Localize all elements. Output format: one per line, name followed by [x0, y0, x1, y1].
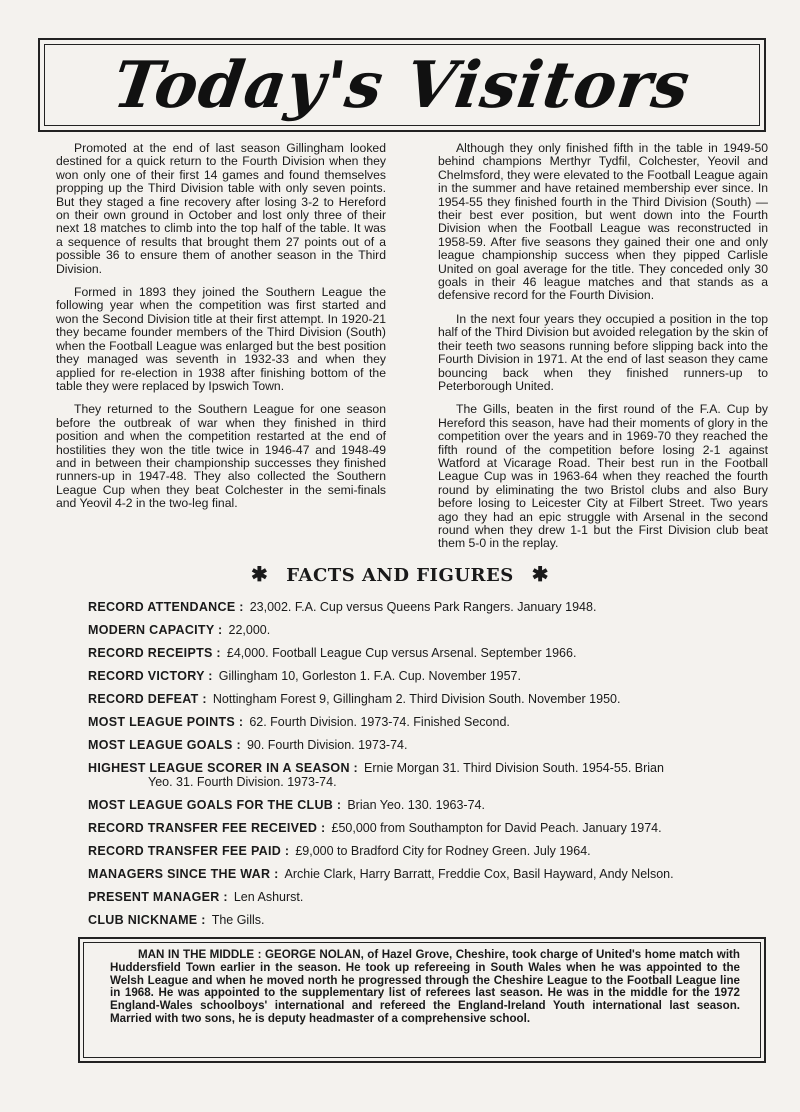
fact-row	[88, 646, 768, 660]
fact-label: RECORD RECEIPTS :	[88, 646, 221, 660]
left-column	[56, 142, 386, 561]
fact-value: 23,002. F.A. Cup versus Queens Park Rangers. January 1948.	[249, 600, 597, 614]
fact-label: RECORD VICTORY :	[88, 669, 213, 683]
paragraph: They returned to the Southern League for one season before the outbreak of war when they finished in third position and when the competition restarted at the end of hostilities they won the title twice in 1946-47 and 1948-49 and in between their championship successes they finished runners-up in 1947-48. They also collected the Southern League Cup when they beat Colchester in the semi-finals and Yeovil 4-2 in the two-leg final.	[56, 402, 386, 511]
paragraph: Promoted at the end of last season Gillingham looked destined for a quick return to the Fourth Division when they won only one of their first 14 games and found themselves propping up the Third Division table with only seven points. But they staged a fine recovery after losing 3-2 to Hereford on their own ground in October and lost only three of their next 18 matches to climb into the top half of the table. It was a sequence of results that brought them 27 points out of a possible 36 to ensure them of another season in the Third Division.	[56, 141, 386, 276]
star-icon: ✱	[251, 562, 269, 586]
fact-label: HIGHEST LEAGUE SCORER IN A SEASON :	[88, 761, 359, 775]
fact-value: Gillingham 10, Gorleston 1. F.A. Cup. November 1957.	[218, 669, 521, 683]
fact-value: Len Ashurst.	[233, 890, 304, 904]
fact-value: 62. Fourth Division. 1973-74. Finished Second.	[249, 715, 510, 729]
fact-row	[88, 738, 768, 752]
fact-value-continued: Yeo. 31. Fourth Division. 1973-74.	[148, 775, 337, 789]
fact-label: RECORD ATTENDANCE :	[88, 600, 244, 614]
fact-value: £9,000 to Bradford City for Rodney Green. July 1964.	[295, 844, 591, 858]
fact-value: £50,000 from Southampton for David Peach. January 1974.	[331, 821, 662, 835]
fact-label: MODERN CAPACITY :	[88, 623, 223, 637]
referee-note: MAN IN THE MIDDLE : GEORGE NOLAN, of Hazel Grove, Cheshire, took charge of United's home match with Huddersfield Town earlier in the season. He took up refereeing in South Wales when he was appointed to the Welsh League and when he moved north he progressed through the Cheshire League to the Football League line in 1968. He was appointed to the supplementary list of referees last season. He was in the middle for the 1972 England-Wales schoolboys' international and refereed the England-Ireland Youth international last season. Married with two sons, he is deputy headmaster of a comprehensive school.	[110, 948, 740, 1025]
fact-row	[88, 821, 768, 835]
paragraph: In the next four years they occupied a position in the top half of the Third Division but avoided relegation by the skin of their teeth two seasons running before slipping back into the Fourth Division in 1971. At the end of last season they came bouncing back when they finished runners-up to Peterborough United.	[438, 311, 768, 393]
right-column	[438, 142, 768, 561]
fact-value: The Gills.	[211, 913, 265, 927]
fact-label: CLUB NICKNAME :	[88, 913, 206, 927]
fact-label: PRESENT MANAGER :	[88, 890, 228, 904]
fact-row	[88, 669, 768, 683]
fact-row	[88, 798, 768, 812]
paragraph: Although they only finished fifth in the table in 1949-50 behind champions Merthyr Tydfil, Colchester, Yeovil and Chelmsford, they were elevated to the Football League again in the summer and have retained membership ever since. In 1954-55 they finished fourth in the Third Division (South) — their best ever position, but went down into the Fourth Division when the Football League was reconstructed in 1958-59. After five seasons they gained their one and only league championship success when they pipped Carlisle United on goal average for the title. They conceded only 30 goals in their 46 league matches and that stands as a defensive record for the Fourth Division.	[438, 141, 768, 303]
fact-row	[88, 715, 768, 729]
fact-label: RECORD TRANSFER FEE RECEIVED :	[88, 821, 326, 835]
fact-row	[88, 623, 768, 637]
fact-label: MOST LEAGUE GOALS FOR THE CLUB :	[88, 798, 342, 812]
facts-heading-text: FACTS AND FIGURES	[286, 565, 514, 586]
fact-value: 90. Fourth Division. 1973-74.	[246, 738, 408, 752]
fact-label: MOST LEAGUE GOALS :	[88, 738, 241, 752]
fact-label: RECORD TRANSFER FEE PAID :	[88, 844, 290, 858]
fact-value: £4,000. Football League Cup versus Arsenal. September 1966.	[226, 646, 577, 660]
fact-row	[88, 890, 768, 904]
fact-value: 22,000.	[228, 623, 271, 637]
fact-row	[88, 600, 768, 614]
star-icon: ✱	[531, 562, 549, 586]
fact-value: Brian Yeo. 130. 1963-74.	[347, 798, 485, 812]
fact-row	[88, 692, 768, 706]
facts-list	[88, 600, 768, 936]
fact-row	[88, 761, 768, 789]
paragraph: The Gills, beaten in the first round of the F.A. Cup by Hereford this season, have had their moments of glory in the competition over the years and in 1969-70 they reached the fifth round of the competition before losing 2-1 against Watford at Vicarage Road. Their best run in the Football League Cup was in 1963-64 when they reached the fourth round by eliminating the two Bristol clubs and also Bury before losing to Leicester City at Filbert Street. Two years ago they had an epic struggle with Arsenal in the second round when they drew 1-1 but the First Division club beat them 5-0 in the replay.	[438, 402, 768, 551]
title-banner	[38, 38, 766, 132]
fact-label: RECORD DEFEAT :	[88, 692, 207, 706]
fact-label: MANAGERS SINCE THE WAR :	[88, 867, 279, 881]
fact-row	[88, 844, 768, 858]
fact-value: Nottingham Forest 9, Gillingham 2. Third Division South. November 1950.	[212, 692, 621, 706]
paragraph: Formed in 1893 they joined the Southern League the following year when the competition was first started and won the Second Division title at their first attempt. In 1920-21 they became founder members of the Third Division (South) when the Football League was enlarged but the best position they managed was seventh in 1932-33 and when they applied for re-election in 1938 after finishing bottom of the table they were replaced by Ipswich Town.	[56, 285, 386, 393]
fact-row	[88, 867, 768, 881]
fact-value: Archie Clark, Harry Barratt, Freddie Cox, Basil Hayward, Andy Nelson.	[284, 867, 674, 881]
page-title: Today's Visitors	[108, 47, 696, 123]
fact-row	[88, 913, 768, 927]
article-body	[56, 142, 768, 561]
fact-label: MOST LEAGUE POINTS :	[88, 715, 244, 729]
fact-value: Ernie Morgan 31. Third Division South. 1954-55. Brian	[364, 761, 664, 775]
facts-heading	[0, 562, 800, 586]
referee-box	[78, 937, 766, 1063]
